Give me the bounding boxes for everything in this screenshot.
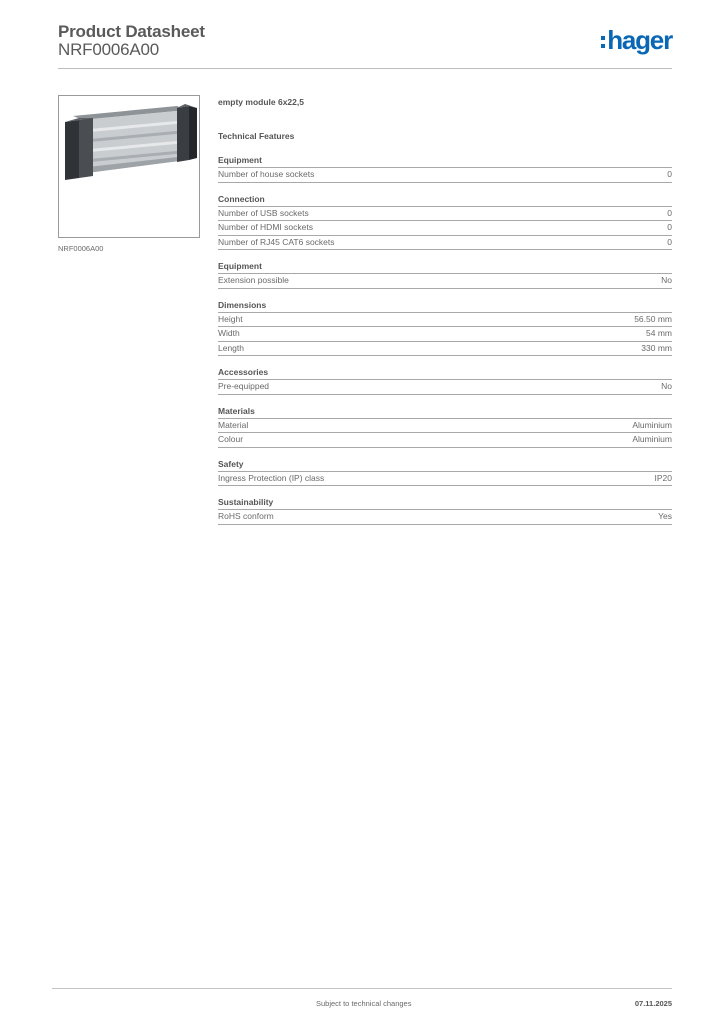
table-row bbox=[218, 207, 672, 222]
row-label: Number of HDMI sockets bbox=[218, 222, 313, 232]
product-reference: NRF0006A00 bbox=[58, 40, 160, 59]
row-value: No bbox=[661, 381, 672, 391]
image-caption: NRF0006A00 bbox=[58, 244, 104, 253]
table-row bbox=[218, 380, 672, 395]
logo-wordmark: hager bbox=[607, 25, 672, 55]
row-value: 330 mm bbox=[641, 342, 672, 353]
logo-colon-icon bbox=[601, 36, 605, 48]
section-dimensions bbox=[218, 299, 672, 357]
table-row bbox=[218, 510, 672, 525]
table-row bbox=[218, 221, 672, 236]
table-row bbox=[218, 313, 672, 328]
product-image bbox=[58, 95, 200, 238]
document-title: Product Datasheet bbox=[58, 22, 205, 41]
row-value: 0 bbox=[667, 169, 672, 179]
section-safety bbox=[218, 458, 672, 487]
section-connection bbox=[218, 193, 672, 251]
row-label: Extension possible bbox=[218, 275, 289, 285]
technical-features-heading: Technical Features bbox=[218, 131, 295, 141]
section-title: Connection bbox=[218, 193, 672, 207]
table-row bbox=[218, 236, 672, 251]
row-value: IP20 bbox=[654, 472, 672, 483]
row-label: Number of house sockets bbox=[218, 169, 315, 179]
section-accessories bbox=[218, 366, 672, 395]
empty-module-illustration bbox=[59, 96, 199, 237]
row-value: 54 mm bbox=[646, 328, 672, 338]
section-title: Safety bbox=[218, 458, 672, 472]
row-label: Material bbox=[218, 419, 249, 430]
row-label: Pre-equipped bbox=[218, 381, 270, 391]
row-label: Width bbox=[218, 328, 240, 338]
row-value: 0 bbox=[667, 207, 672, 218]
section-materials bbox=[218, 405, 672, 448]
hager-logo bbox=[601, 26, 672, 54]
table-row bbox=[218, 419, 672, 434]
row-label: Colour bbox=[218, 434, 244, 444]
section-title: Equipment bbox=[218, 154, 672, 168]
row-value: Aluminium bbox=[632, 419, 672, 430]
section-title: Equipment bbox=[218, 260, 672, 274]
section-title: Dimensions bbox=[218, 299, 672, 313]
table-row bbox=[218, 433, 672, 448]
row-label: Number of RJ45 CAT6 sockets bbox=[218, 236, 335, 247]
section-sustainability bbox=[218, 496, 672, 525]
row-label: Ingress Protection (IP) class bbox=[218, 472, 325, 483]
technical-content bbox=[218, 96, 672, 535]
row-label: Length bbox=[218, 342, 244, 353]
section-title: Sustainability bbox=[218, 496, 672, 510]
table-row bbox=[218, 274, 672, 289]
row-value: No bbox=[661, 275, 672, 285]
page-header bbox=[58, 20, 672, 69]
section-equipment-extension bbox=[218, 260, 672, 289]
table-row bbox=[218, 342, 672, 357]
row-value: Aluminium bbox=[632, 434, 672, 444]
section-title: Materials bbox=[218, 405, 672, 419]
product-name: empty module 6x22,5 bbox=[218, 97, 304, 107]
table-row bbox=[218, 168, 672, 183]
section-title: Accessories bbox=[218, 366, 672, 380]
section-equipment bbox=[218, 154, 672, 183]
table-row bbox=[218, 472, 672, 487]
row-value: 0 bbox=[667, 222, 672, 232]
row-label: RoHS conform bbox=[218, 511, 274, 521]
row-label: Number of USB sockets bbox=[218, 207, 309, 218]
row-value: Yes bbox=[658, 511, 672, 521]
footer-note: Subject to technical changes bbox=[316, 999, 412, 1008]
footer-date: 07.11.2025 bbox=[634, 999, 672, 1008]
row-label: Height bbox=[218, 313, 243, 324]
row-value: 0 bbox=[667, 236, 672, 247]
page-footer bbox=[52, 988, 672, 1013]
row-value: 56.50 mm bbox=[634, 313, 672, 324]
table-row bbox=[218, 327, 672, 342]
